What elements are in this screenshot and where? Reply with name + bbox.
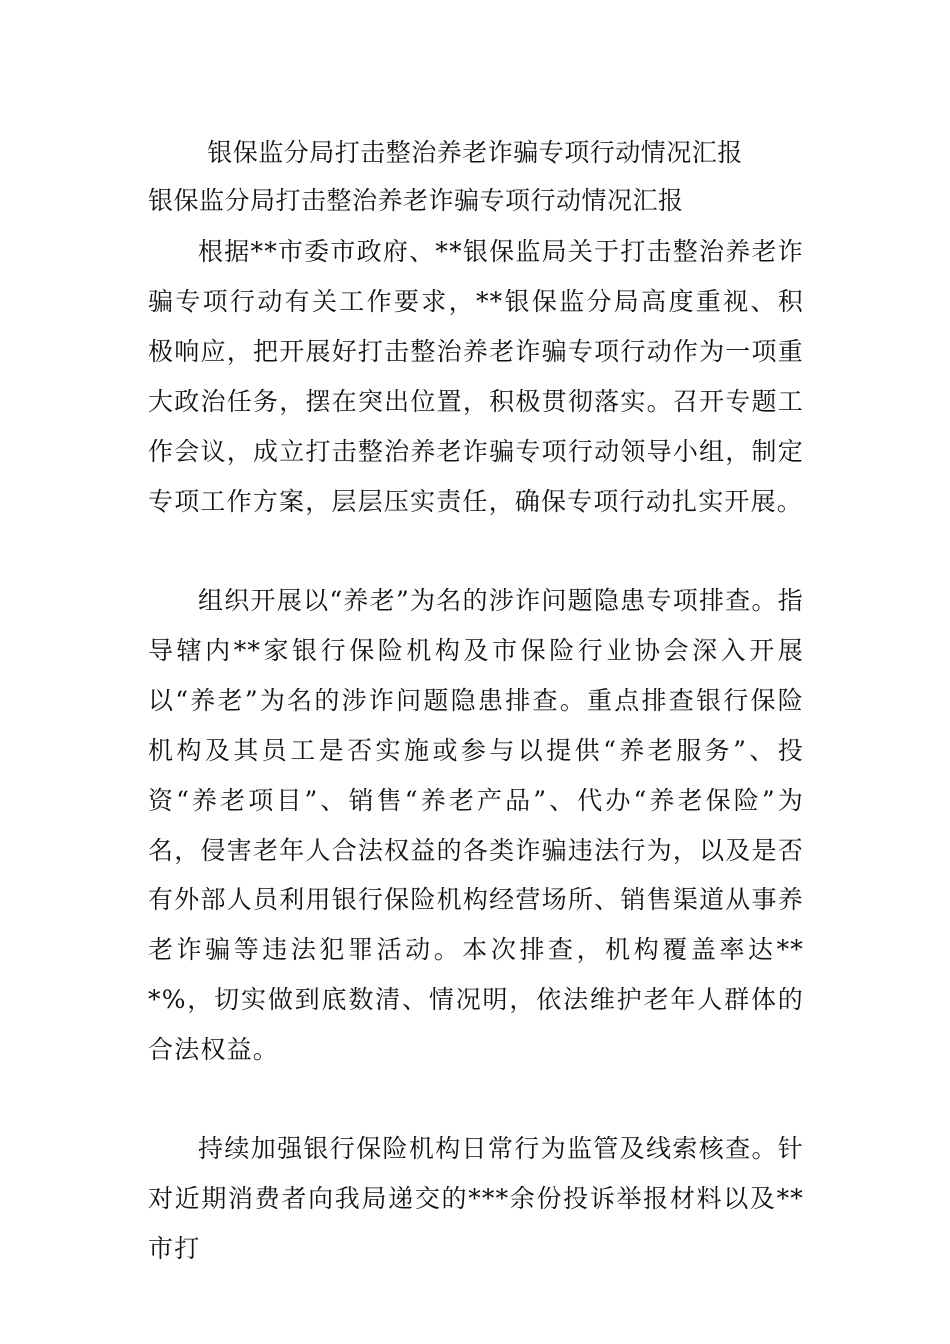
paragraph-2: 组织开展以“养老”为名的涉诈问题隐患专项排查。指导辖内**家银行保险机构及市保险行业协会深入开展以“养老”为名的涉诈问题隐患排查。重点排查银行保险机构及其员工是否实施或参与以提供“养老服务”、投资“养老项目”、销售“养老产品”、代办“养老保险”为名，侵害老年人合法权益的各类诈骗违法行为，以及是否有外部人员利用银行保险机构经营场所、销售渠道从事养老诈骗等违法犯罪活动。本次排查，机构覆盖率达***%，切实做到底数清、情况明，依法维护老年人群体的合法权益。 bbox=[148, 586, 804, 1065]
paragraph-3: 持续加强银行保险机构日常行为监管及线索核查。针对近期消费者向我局递交的***余份投诉举报材料以及**市打 bbox=[148, 1134, 804, 1263]
document-subtitle: 银保监分局打击整治养老诈骗专项行动情况汇报 bbox=[148, 186, 684, 215]
document-title: 银保监分局打击整治养老诈骗专项行动情况汇报 bbox=[207, 138, 743, 167]
paragraph-1: 根据**市委市政府、**银保监局关于打击整治养老诈骗专项行动有关工作要求，**银保监分局高度重视、积极响应，把开展好打击整治养老诈骗专项行动作为一项重大政治任务，摆在突出位置，积极贯彻落实。召开专题工作会议，成立打击整治养老诈骗专项行动领导小组，制定专项工作方案，层层压实责任，确保专项行动扎实开展。 bbox=[148, 237, 804, 516]
